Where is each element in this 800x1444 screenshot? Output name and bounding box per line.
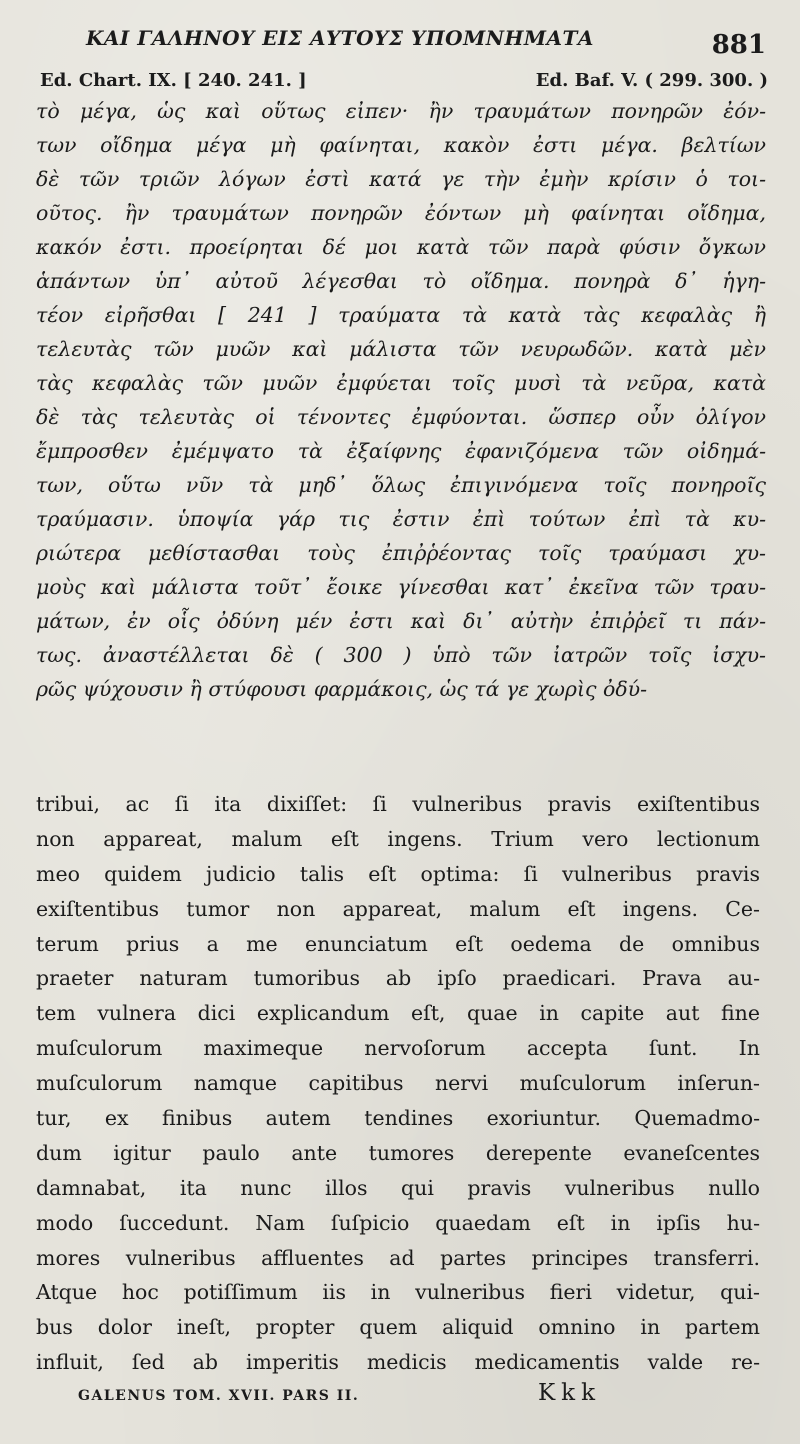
latin-line: bus dolor ineſt, propter quem aliquid omnino in partem xyxy=(36,1315,760,1340)
latin-line: tur, ex finibus autem tendines exoriuntur. Quemadmo- xyxy=(36,1106,760,1131)
page-number: 881 xyxy=(711,30,766,60)
greek-line: κακόν ἐστι. προείρηται δέ μοι κατὰ τῶν παρὰ φύσιν ὄγκων xyxy=(36,235,766,259)
edition-references xyxy=(40,70,768,91)
greek-line: τελευτὰς τῶν μυῶν καὶ μάλιστα τῶν νευρωδῶν. κατὰ μὲν xyxy=(36,337,766,361)
greek-line: των, οὕτω νῦν τὰ μηδ᾽ ὅλως ἐπιγινόμενα τοῖς πονηροῖς xyxy=(36,473,766,497)
latin-line: tribui, ac ſi ita dixiſſet: ſi vulneribus pravis exiſtentibus xyxy=(36,792,760,816)
latin-line: mores vulneribus affluentes ad partes principes transferri. xyxy=(36,1245,760,1270)
greek-line: ρῶς ψύχουσιν ἢ στύφουσι φαρμάκοις, ὡς τά γε χωρὶς ὀδύ- xyxy=(36,677,648,701)
latin-line: meo quidem judicio talis eſt optima: ſi vulneribus pravis xyxy=(36,861,760,886)
latin-translation-block xyxy=(36,787,760,1380)
latin-line: damnabat, ita nunc illos qui pravis vulneribus nullo xyxy=(36,1175,760,1200)
latin-line: non appareat, malum eſt ingens. Trium vero lectionum xyxy=(36,826,760,851)
greek-line: μάτων, ἐν οἷς ὀδύνη μέν ἐστι καὶ δι᾽ αὐτὴν ἐπιῤῥεῖ τι πάν- xyxy=(36,609,766,633)
latin-line: praeter naturam tumoribus ab ipſo praedicari. Prava au- xyxy=(36,966,760,991)
latin-line: modo ſuccedunt. Nam ſuſpicio quaedam eſt in ipſis hu- xyxy=(36,1210,760,1235)
greek-line: ἁπάντων ὑπ᾽ αὐτοῦ λέγεσθαι τὸ οἴδημα. πονηρὰ δ᾽ ἡγη- xyxy=(36,269,766,293)
latin-line: influit, ſed ab imperitis medicis medicamentis valde re- xyxy=(36,1350,760,1375)
greek-line: τραύμασιν. ὑποψία γάρ τις ἐστιν ἐπὶ τούτων ἐπὶ τὰ κυ- xyxy=(36,507,766,531)
greek-line: ριώτερα μεθίστασθαι τοὺς ἐπιῤῥέοντας τοῖς τραύμασι χυ- xyxy=(36,541,766,565)
latin-line: Atque hoc potiſſimum iis in vulneribus fieri videtur, qui- xyxy=(36,1280,760,1305)
latin-line: tem vulnera dici explicandum eſt, quae in capite aut fine xyxy=(36,1001,760,1026)
edition-chart-reference: Ed. Chart. IX. [ 240. 241. ] xyxy=(40,70,307,91)
greek-line: των οἴδημα μέγα μὴ φαίνηται, κακὸν ἐστι μέγα. βελτίων xyxy=(36,133,766,157)
running-head: ΚΑΙ ΓΑΛΗΝΟΥ ΕΙΣ ΑΥΤΟΥΣ ΥΠΟΜΝΗΜΑΤΑ xyxy=(86,26,594,50)
latin-line: exiſtentibus tumor non appareat, malum eſt ingens. Ce- xyxy=(36,896,760,921)
greek-line: ἔμπροσθεν ἐμέμψατο τὰ ἐξαίφνης ἐφανιζόμενα τῶν οἰδημά- xyxy=(36,439,766,463)
greek-text-block xyxy=(36,94,766,706)
greek-line: μοὺς καὶ μάλιστα τοῦτ᾽ ἔοικε γίνεσθαι κατ᾽ ἐκεῖνα τῶν τραυ- xyxy=(36,575,766,599)
greek-line: τως. ἀναστέλλεται δὲ ( 300 ) ὑπὸ τῶν ἰατρῶν τοῖς ἰσχυ- xyxy=(36,643,766,667)
greek-line: τὸ μέγα, ὡς καὶ οὕτως εἰπεν· ἢν τραυμάτων πονηρῶν ἐόν- xyxy=(36,99,766,123)
latin-line: terum prius a me enunciatum eſt oedema de omnibus xyxy=(36,931,760,956)
greek-line: δὲ τῶν τριῶν λόγων ἐστὶ κατά γε τὴν ἐμὴν κρίσιν ὁ τοι- xyxy=(36,167,766,191)
greek-line: δὲ τὰς τελευτὰς οἱ τένοντες ἐμφύονται. ὥσπερ οὖν ὀλίγον xyxy=(36,405,766,429)
latin-line: dum igitur paulo ante tumores derepente evaneſcentes xyxy=(36,1140,760,1165)
footer-gathering-mark: Kkk xyxy=(538,1380,602,1406)
greek-line: τέον εἰρῆσθαι [ 241 ] τραύματα τὰ κατὰ τὰς κεφαλὰς ἢ xyxy=(36,303,766,327)
greek-line: τὰς κεφαλὰς τῶν μυῶν ἐμφύεται τοῖς μυσὶ τὰ νεῦρα, κατὰ xyxy=(36,371,766,395)
footer-signature: GALENUS TOM. XVII. PARS II. xyxy=(78,1388,360,1404)
latin-line: muſculorum namque capitibus nervi muſculorum inſerun- xyxy=(36,1071,760,1096)
edition-basel-reference: Ed. Baf. V. ( 299. 300. ) xyxy=(535,70,768,91)
greek-line: οῦτος. ἢν τραυμάτων πονηρῶν ἐόντων μὴ φαίνηται οἴδημα, xyxy=(36,201,766,225)
latin-line: muſculorum maximeque nervoſorum accepta ſunt. In xyxy=(36,1036,760,1061)
